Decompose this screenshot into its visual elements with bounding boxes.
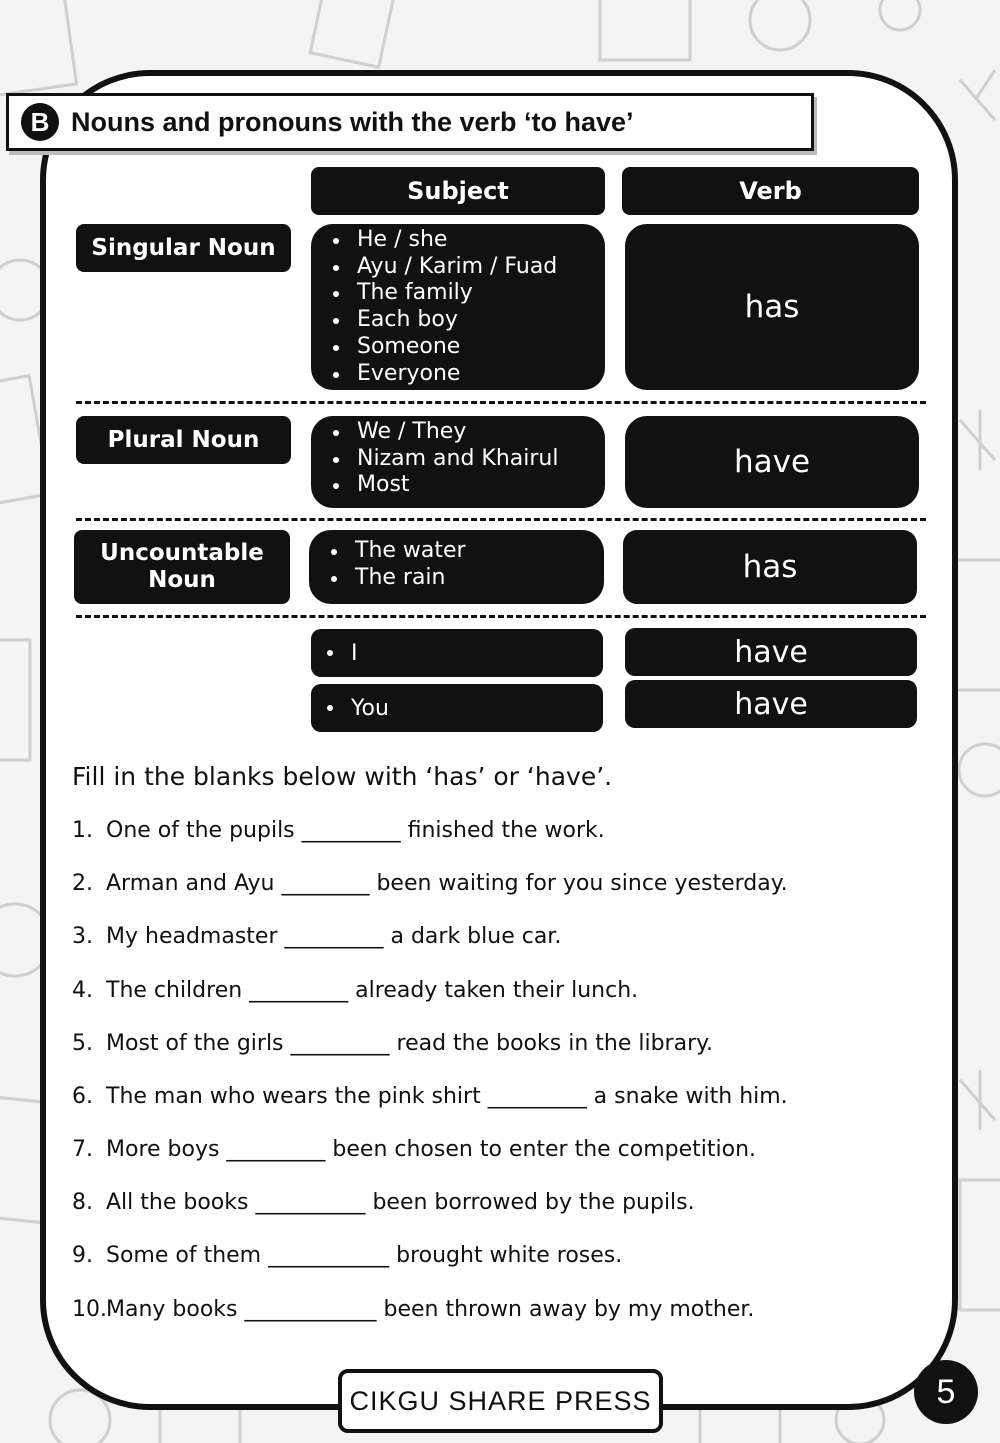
subject-item: Someone [333, 334, 605, 361]
exercise-number: 3. [72, 924, 93, 949]
subject-item: You [351, 695, 389, 721]
exercise-instruction: Fill in the blanks below with ‘has’ or ‘have’. [72, 762, 613, 791]
exercise-number: 1. [72, 818, 93, 843]
subject-item: He / she [333, 227, 605, 254]
section-badge: B [21, 103, 59, 141]
subject-item: I [351, 640, 358, 666]
verb-uncountable: has [623, 530, 917, 604]
exercise-item [72, 818, 605, 843]
subject-item: We / They [333, 419, 605, 446]
subject-pronoun-i [311, 629, 603, 677]
exercise-item [72, 1084, 788, 1109]
exercise-text: All the books __________ been borrowed by the pupils. [106, 1190, 695, 1215]
subject-list-uncountable [309, 530, 604, 604]
exercise-item [72, 871, 788, 896]
subject-header: Subject [311, 167, 605, 215]
exercise-item [72, 978, 638, 1003]
subject-item: The water [331, 538, 604, 565]
verb-pronoun-i: have [625, 628, 917, 676]
exercise-item [72, 1031, 713, 1056]
exercise-text: Some of them ___________ brought white roses. [106, 1243, 623, 1268]
section-header [6, 93, 814, 151]
exercise-text: The man who wears the pink shirt _________ a snake with him. [106, 1084, 788, 1109]
subject-item: The rain [331, 565, 604, 592]
exercise-text: More boys _________ been chosen to enter the competition. [106, 1137, 757, 1162]
exercise-text: Many books ____________ been thrown away by my mother. [106, 1297, 755, 1322]
exercise-number: 7. [72, 1137, 93, 1162]
verb-singular: has [625, 224, 919, 390]
exercise-item [72, 1137, 756, 1162]
subject-item: The family [333, 280, 605, 307]
subject-item: Everyone [333, 361, 605, 388]
category-plural-noun: Plural Noun [76, 416, 291, 464]
row-divider [76, 401, 926, 404]
exercise-number: 8. [72, 1190, 93, 1215]
subject-item: Most [333, 472, 605, 499]
subject-pronoun-you [311, 684, 603, 732]
verb-header: Verb [622, 167, 919, 215]
exercise-number: 10. [72, 1297, 107, 1322]
category-singular-noun: Singular Noun [76, 224, 291, 272]
section-title: Nouns and pronouns with the verb ‘to have’ [71, 106, 634, 137]
subject-item: Ayu / Karim / Fuad [333, 254, 605, 281]
exercise-item [72, 1243, 622, 1268]
subject-item: Each boy [333, 307, 605, 334]
page-number: 5 [914, 1360, 978, 1424]
exercise-item [72, 1297, 754, 1322]
exercise-number: 4. [72, 978, 93, 1003]
exercise-text: One of the pupils _________ finished the work. [106, 818, 605, 843]
subject-list-singular [311, 224, 605, 390]
category-uncountable-noun: Uncountable Noun [74, 530, 290, 604]
publisher-label: CIKGU SHARE PRESS [338, 1369, 663, 1433]
verb-plural: have [625, 416, 919, 508]
exercise-text: My headmaster _________ a dark blue car. [106, 924, 562, 949]
exercise-text: The children _________ already taken their lunch. [106, 978, 639, 1003]
verb-pronoun-you: have [625, 680, 917, 728]
exercise-number: 2. [72, 871, 93, 896]
exercise-text: Most of the girls _________ read the books in the library. [106, 1031, 713, 1056]
exercise-text: Arman and Ayu ________ been waiting for you since yesterday. [106, 871, 788, 896]
bullet-icon [327, 650, 333, 656]
exercise-number: 9. [72, 1243, 93, 1268]
subject-list-plural [311, 416, 605, 508]
exercise-item [72, 924, 561, 949]
row-divider [76, 615, 926, 618]
bullet-icon [327, 705, 333, 711]
subject-item: Nizam and Khairul [333, 446, 605, 473]
exercise-number: 6. [72, 1084, 93, 1109]
row-divider [76, 518, 926, 521]
exercise-item [72, 1190, 695, 1215]
exercise-number: 5. [72, 1031, 93, 1056]
